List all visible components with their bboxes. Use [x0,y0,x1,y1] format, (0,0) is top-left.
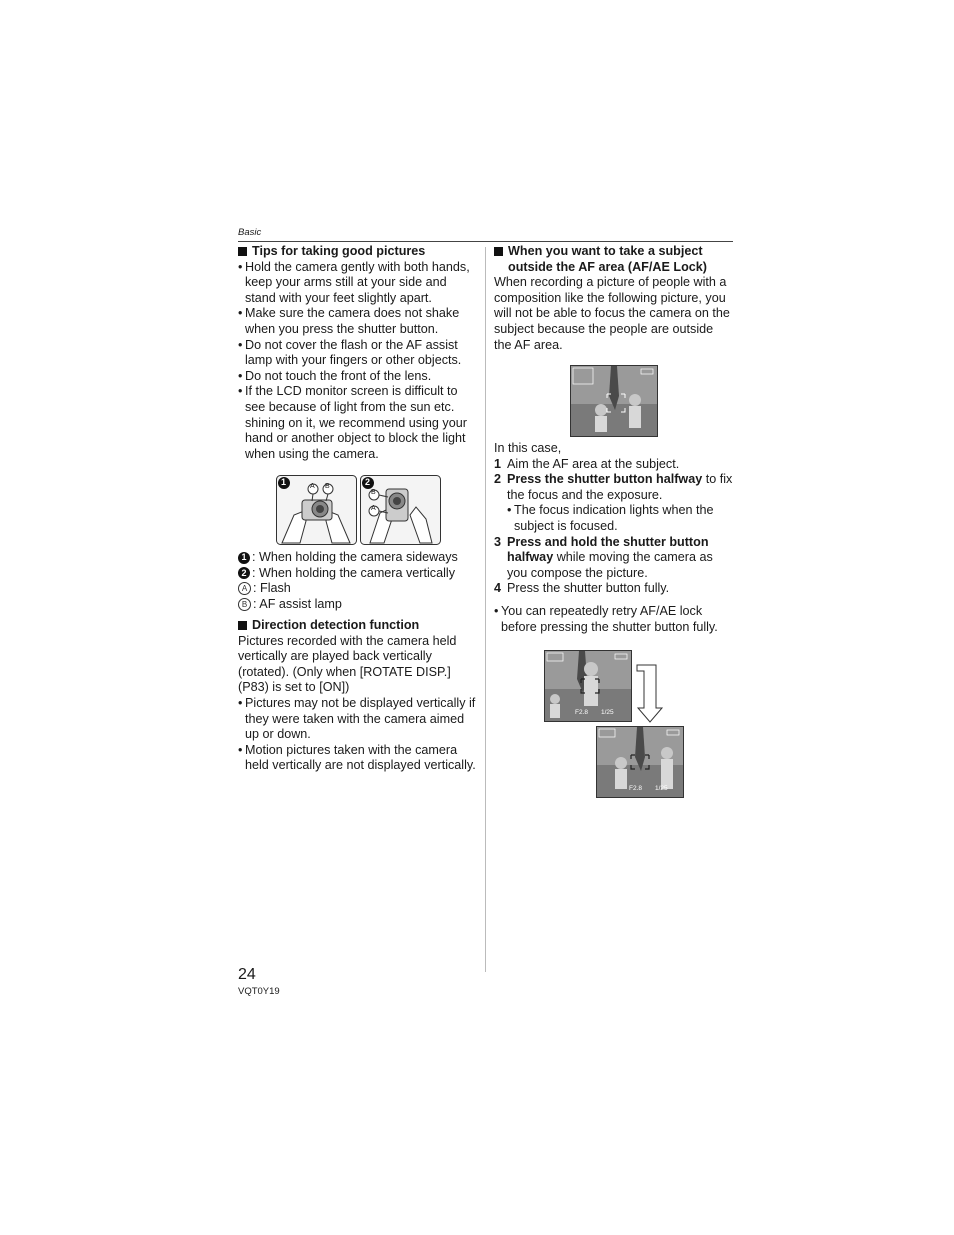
direction-text: Pictures recorded with the camera held vertically are played back vertically (rotated). (Only when [ROTATE DISP.] (P83) is set to [ON]) [238,633,457,695]
number-2-icon: 2 [238,567,250,579]
step-3: 3 Press and hold the shutter button halfway while moving the camera as you compose the picture. [494,534,713,580]
shutter-readout: 1/25 [655,785,668,792]
badge-1-label: 1 [281,477,287,487]
tips-bullet: • Make sure the camera does not shake when you press the shutter button. [238,306,460,336]
step-2-note: • The focus indication lights when the subject is focused. [507,503,714,533]
aflock-note: • You can repeatedly retry AF/AE lock before pressing the shutter button fully. [494,603,718,634]
af-area-photo [570,365,658,437]
tips-bullet: • Do not cover the flash or the AF assist lamp with your fingers or other objects. [238,337,462,368]
circled-a-icon: A [238,582,251,595]
mark-b-label: B [371,489,376,496]
circled-b-icon: B [238,598,251,611]
direction-bullet: • Pictures may not be displayed vertically if they were taken with the camera aimed up or down. [238,695,476,742]
aperture-readout: F2.8 [629,785,643,792]
mark-a-label: A [310,483,315,490]
header-rule [238,241,733,242]
tips-bullet: • If the LCD monitor screen is difficult to see because of light from the sun etc. shining on it, we recommend using your hand or another object to block the light when using the camera. [238,384,467,461]
aflock-intro: When recording a picture of people with a composition like the following picture, you will not be able to focus the camera on the subject because the people are outside the AF area. [494,275,730,352]
tips-heading: Tips for taking good pictures [238,244,478,260]
shutter-readout: 1/25 [601,709,614,716]
mark-a-label: A [371,505,376,512]
aflock-steps [494,441,734,635]
tips-bullet: • Hold the camera gently with both hands, keep your arms still at your side and stand with your feet slightly apart. [238,259,470,305]
square-bullet-icon [238,247,247,256]
section-label: Basic [238,227,262,238]
holding-camera-figure [276,475,442,545]
legend-item: 2 : When holding the camera vertically [238,566,478,582]
in-this-case: In this case, [494,441,562,455]
aflock-heading: When you want to take a subject outside the AF area (AF/AE Lock) [494,244,734,275]
badge-2-label: 2 [365,477,371,487]
square-bullet-icon [494,247,503,256]
aflock-section [494,244,734,353]
legend-item: 1 : When holding the camera sideways [238,550,478,566]
column-divider [485,247,486,972]
mark-b-label: B [325,483,330,490]
step-4: 4 Press the shutter button fully. [494,581,670,596]
model-code: VQT0Y19 [238,986,280,997]
left-column [238,244,478,462]
legend-item: A : Flash [238,581,478,597]
direction-section [238,618,478,774]
tips-bullet: • Do not touch the front of the lens. [238,368,432,383]
legend-item: B : AF assist lamp [238,597,478,613]
legend [238,550,478,612]
square-bullet-icon [238,621,247,630]
arrow-down-icon [636,664,666,724]
holding-camera-illustration [276,475,442,545]
direction-bullet: • Motion pictures taken with the camera held vertically are not displayed vertically. [238,742,476,773]
direction-heading: Direction detection function [238,618,478,634]
aperture-readout: F2.8 [575,709,589,716]
step-2: 2 Press the shutter button halfway to fix the focus and the exposure. [494,472,733,502]
page-number: 24 [238,966,256,983]
af-area-photo-image [571,366,657,436]
number-1-icon: 1 [238,552,250,564]
aflock-photo-before [544,650,632,722]
step-1: 1 Aim the AF area at the subject. [494,456,680,471]
aflock-photo-after [596,726,684,798]
